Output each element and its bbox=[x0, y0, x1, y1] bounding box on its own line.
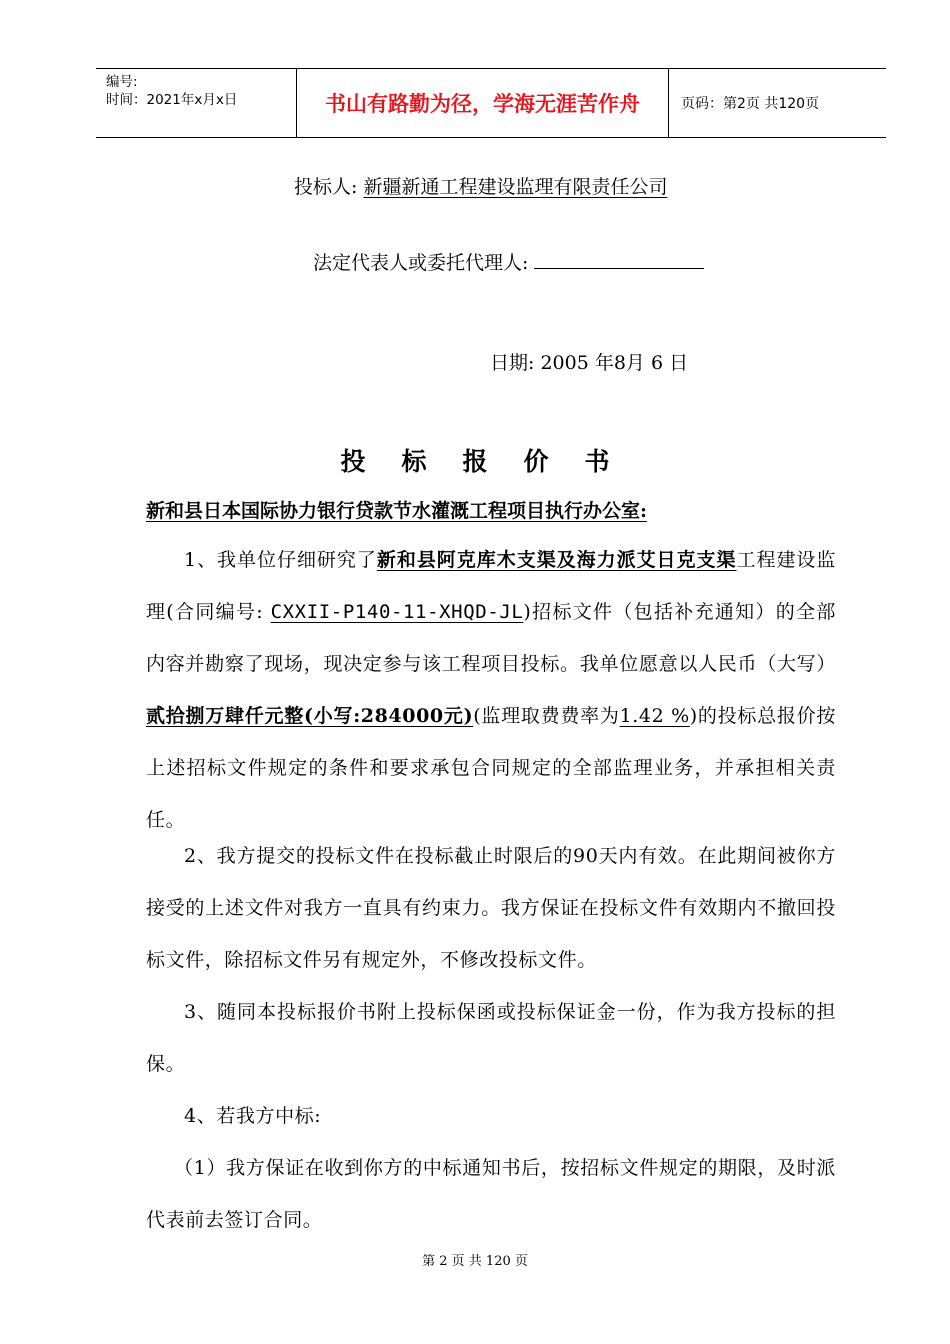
contract-number: CXXII-P140-11-XHQD-JL bbox=[270, 601, 524, 623]
paragraph-3: 3、随同本投标报价书附上投标保函或投标保证金一份，作为我方投标的担保。 bbox=[146, 1001, 836, 1075]
header-meta bbox=[96, 69, 297, 137]
paragraph-4: 4、若我方中标: bbox=[184, 1105, 322, 1127]
signature-blank bbox=[534, 248, 704, 269]
bidder-value: 新疆新通工程建设监理有限责任公司 bbox=[363, 176, 668, 198]
page-footer: 第 2 页 共 120 页 bbox=[422, 1254, 528, 1269]
p1-text-c: )招标文件（包括补充通知）的全部内容并勘察了现场，现决定参与该工程项目投标。我单位愿意以人民币（大写） bbox=[146, 601, 837, 675]
document-title: 投标报价书 bbox=[340, 447, 646, 476]
header-number-label: 编号: bbox=[106, 74, 138, 90]
bidder-label: 投标人: bbox=[294, 176, 364, 198]
fee-rate: 1.42 % bbox=[619, 705, 690, 727]
bid-amount: 贰拾捌万肆仟元整(小写:284000元) bbox=[146, 705, 474, 727]
header-page-info: 页码：第2页 共120页 bbox=[681, 96, 820, 112]
paragraph-5: （1）我方保证在收到你方的中标通知书后，按招标文件规定的期限，及时派代表前去签订合同。 bbox=[146, 1157, 836, 1231]
page-header bbox=[96, 68, 886, 138]
p1-text-e: )的投标总报价按上述招标文件规定的条件和要求承包合同规定的全部监理业务，并承担相关责任。 bbox=[146, 705, 837, 831]
header-time-label: 时间：2021年x月x日 bbox=[106, 92, 238, 108]
header-motto: 书山有路勤为径，学海无涯苦作舟 bbox=[297, 69, 669, 137]
addressee bbox=[146, 496, 647, 523]
p1-text-a: 1、我单位仔细研究了 bbox=[184, 549, 377, 571]
addressee-text: 新和县日本国际协力银行贷款节水灌溉工程项目执行办公室: bbox=[146, 500, 648, 522]
p1-text-d: (监理取费费率为 bbox=[473, 705, 620, 727]
date-line: 日期: 2005 年8月 6 日 bbox=[490, 352, 689, 374]
p1-text-b: 工程建设监理(合同编号: bbox=[146, 549, 836, 623]
project-name: 新和县阿克库木支渠及海力派艾日克支渠 bbox=[376, 549, 737, 571]
representative-line bbox=[313, 248, 704, 275]
representative-label: 法定代表人或委托代理人: bbox=[313, 252, 535, 274]
paragraph-1 bbox=[146, 534, 836, 846]
bidder-line bbox=[294, 172, 667, 199]
paragraph-2: 2、我方提交的投标文件在投标截止时限后的90天内有效。在此期间被你方接受的上述文件对我方一直具有约束力。我方保证在投标文件有效期内不撤回投标文件，除招标文件另有规定外，不修改投标文件。 bbox=[146, 845, 836, 971]
